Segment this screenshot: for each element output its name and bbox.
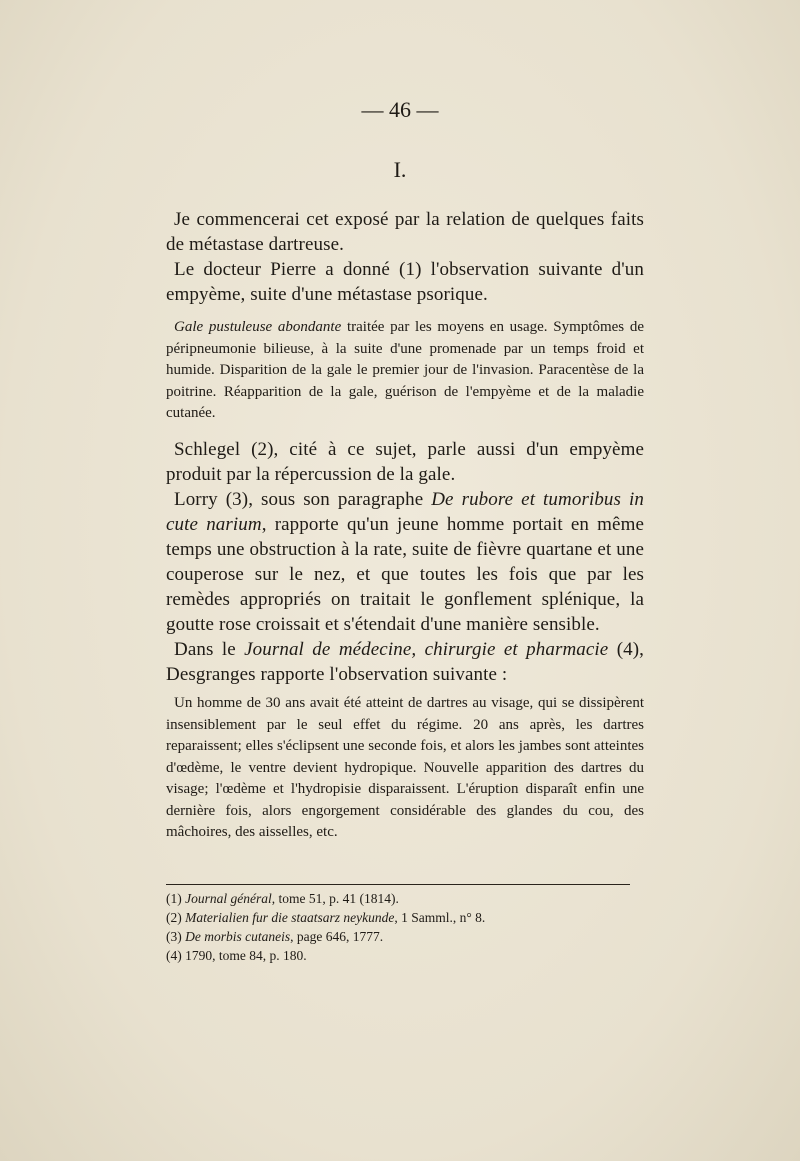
case-2-text: Un homme de 30 ans avait été atteint de dartres au visage, qui se dissipèrent insensiblement par le seul effet du régime. 20 ans après, les dartres reparaissent; elles s'éclipsent une seconde fois, et alors les jambes sont atteintes d'œdème, le ventre devient hydropique. Nouvelle apparition des dartres du visage; l'œdème et l'hydropisie disparaissent. L'éruption disparaît enfin une dernière fois, alors engorgement considérable des glandes du cou, des mâchoires, des aisselles, etc. xyxy=(166,695,644,840)
footnote-rule xyxy=(166,884,630,885)
paragraph-5 xyxy=(166,637,644,687)
intro-block xyxy=(166,207,644,307)
case-summary-1 xyxy=(166,317,644,425)
section-heading: I. xyxy=(393,157,407,182)
paragraph-4-part2: , rapporte qu'un jeune homme portait en même temps une obstruction à la rate, suite de fièvre quartane et une couperose sur le nez, et que toutes les fois que par les remèdes appropriés on traitait le gonflement splénique, la goutte rose croissait et s'étendait d'une manière sensible. xyxy=(166,514,645,635)
paragraph-5-part1: Dans le xyxy=(174,639,245,660)
case-1-rest: traitée par les moyens en usage. Symptômes de péripneumonie bilieuse, à la suite d'une promenade par un temps froid et humide. Disparition de la gale le premier jour de l'invasion. Paracentèse de la poitrine. Réapparition de la gale, guérison de l'empyème et de la maladie cutanée. xyxy=(166,319,644,421)
paragraph-1: Je commencerai cet exposé par la relation de quelques faits de métastase dartreuse. xyxy=(166,209,644,255)
footnote-1: (1) Journal général, tome 51, p. 41 (1814). xyxy=(166,891,399,906)
main-block xyxy=(166,437,644,687)
page-number: — 46 — xyxy=(361,97,439,122)
footnote-3: (3) De morbis cutaneis, page 646, 1777. xyxy=(166,929,384,944)
paragraph-2: Le docteur Pierre a donné (1) l'observation suivante d'un empyème, suite d'une métastase psorique. xyxy=(166,259,644,305)
paragraph-5-italic: Journal de médecine, chirurgie et pharmacie xyxy=(244,639,609,660)
paragraph-4-part1: Lorry (3), sous son paragraphe xyxy=(174,489,432,510)
paragraph-5-part2: (4), Desgranges rapporte l'observation suivante : xyxy=(166,639,644,685)
paragraph-3: Schlegel (2), cité à ce sujet, parle aussi d'un empyème produit par la répercussion de la gale. xyxy=(166,439,644,485)
case-summary-2 xyxy=(166,693,644,844)
footnote-2: (2) Materialien fur die staatsarz neykunde, 1 Samml., n° 8. xyxy=(166,910,486,925)
footnotes xyxy=(166,889,644,965)
case-1-text xyxy=(166,317,644,425)
footnote-4: (4) 1790, tome 84, p. 180. xyxy=(166,948,307,963)
case-1-italic: Gale pustuleuse abondante xyxy=(174,319,342,335)
paragraph-4 xyxy=(166,487,644,637)
paragraph-4-italic: De rubore et tumoribus in cute narium xyxy=(166,489,644,535)
